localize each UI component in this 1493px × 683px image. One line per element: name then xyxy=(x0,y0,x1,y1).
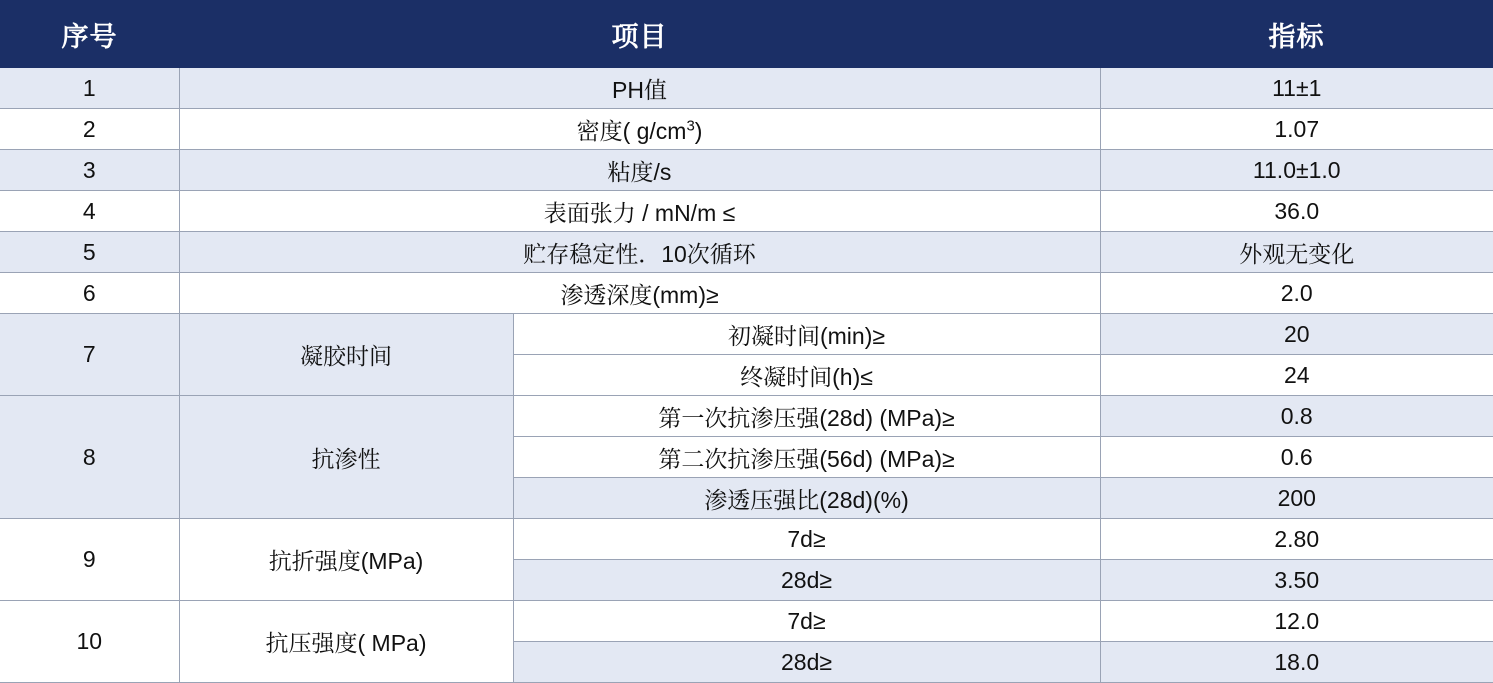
table-row xyxy=(0,232,1493,273)
table-body xyxy=(0,68,1493,683)
row-item: PH值 xyxy=(179,68,1100,109)
row-no: 6 xyxy=(0,273,179,314)
row-item: 渗透压强比(28d)(%) xyxy=(513,478,1100,519)
table-row xyxy=(0,396,1493,437)
row-value: 外观无变化 xyxy=(1100,232,1493,273)
row-value: 1.07 xyxy=(1100,109,1493,150)
table-row xyxy=(0,191,1493,232)
row-no: 1 xyxy=(0,68,179,109)
group-label: 抗渗性 xyxy=(179,396,513,519)
row-value: 11±1 xyxy=(1100,68,1493,109)
row-item: 28d≥ xyxy=(513,560,1100,601)
row-no: 4 xyxy=(0,191,179,232)
row-value: 20 xyxy=(1100,314,1493,355)
header-row xyxy=(0,0,1493,68)
group-no: 10 xyxy=(0,601,179,683)
table-row xyxy=(0,68,1493,109)
row-item: 表面张力 / mN/m ≤ xyxy=(179,191,1100,232)
row-value: 2.80 xyxy=(1100,519,1493,560)
row-no: 5 xyxy=(0,232,179,273)
group-label: 抗折强度(MPa) xyxy=(179,519,513,601)
row-value: 0.8 xyxy=(1100,396,1493,437)
group-no: 9 xyxy=(0,519,179,601)
row-value: 0.6 xyxy=(1100,437,1493,478)
table-row xyxy=(0,150,1493,191)
row-item: 7d≥ xyxy=(513,601,1100,642)
table-header xyxy=(0,0,1493,68)
row-item: 7d≥ xyxy=(513,519,1100,560)
header-value: 指标 xyxy=(1100,0,1493,68)
row-item: 第二次抗渗压强(56d) (MPa)≥ xyxy=(513,437,1100,478)
table-row xyxy=(0,109,1493,150)
row-value: 2.0 xyxy=(1100,273,1493,314)
row-no: 2 xyxy=(0,109,179,150)
row-value: 36.0 xyxy=(1100,191,1493,232)
row-item: 第一次抗渗压强(28d) (MPa)≥ xyxy=(513,396,1100,437)
row-item: 初凝时间(min)≥ xyxy=(513,314,1100,355)
row-item: 贮存稳定性．10次循环 xyxy=(179,232,1100,273)
table-row xyxy=(0,273,1493,314)
row-item: 密度( $g/cm^3$) xyxy=(179,109,1100,150)
row-value: 200 xyxy=(1100,478,1493,519)
header-no: 序号 xyxy=(0,0,179,68)
row-value: 3.50 xyxy=(1100,560,1493,601)
group-label: 凝胶时间 xyxy=(179,314,513,396)
row-item: 28d≥ xyxy=(513,642,1100,683)
row-no: 3 xyxy=(0,150,179,191)
table-row xyxy=(0,314,1493,355)
table-row xyxy=(0,601,1493,642)
row-item: 粘度/s xyxy=(179,150,1100,191)
row-value: 11.0±1.0 xyxy=(1100,150,1493,191)
row-item: 终凝时间(h)≤ xyxy=(513,355,1100,396)
group-no: 8 xyxy=(0,396,179,519)
row-item: 渗透深度(mm)≥ xyxy=(179,273,1100,314)
table-row xyxy=(0,519,1493,560)
group-label: 抗压强度( MPa) xyxy=(179,601,513,683)
row-value: 18.0 xyxy=(1100,642,1493,683)
row-value: 12.0 xyxy=(1100,601,1493,642)
row-value: 24 xyxy=(1100,355,1493,396)
header-item: 项目 xyxy=(179,0,1100,68)
group-no: 7 xyxy=(0,314,179,396)
